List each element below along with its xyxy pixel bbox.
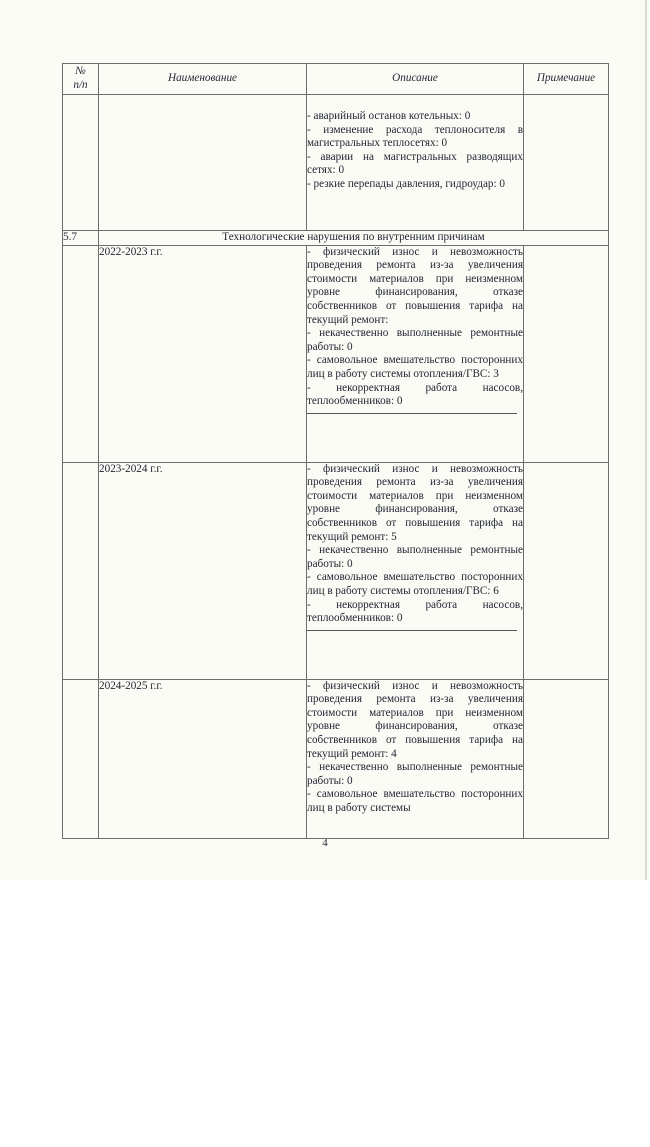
section-number: 5.7 [63,231,99,246]
description-item: - некачественно выполненные ремонтные работы: 0 [307,761,523,787]
description-item: - самовольное вмешательство посторонних лиц в работу системы [307,788,523,814]
col-header-name: Наименование [99,64,307,95]
col-header-num: № п/п [63,64,99,95]
num-cell [63,462,99,679]
description-item: - некачественно выполненные ремонтные работы: 0 [307,327,523,353]
description-item: - некорректная работа насосов, теплообменников: 0 [307,381,523,408]
period-name: 2024-2025 г.г. [99,679,307,838]
section-row [63,231,609,246]
divider-line [307,630,517,631]
table-row-continued [63,95,609,231]
period-name: 2023-2024 г.г. [99,462,307,679]
note-cell [524,245,609,462]
data-table [62,63,609,839]
description-cell [307,95,524,231]
description-item: - резкие перепады давления, гидроудар: 0 [307,177,506,190]
table-header-row [63,64,609,95]
period-name: 2022-2023 г.г. [99,245,307,462]
num-cell [63,245,99,462]
name-cell [99,95,307,231]
col-header-description: Описание [307,64,524,95]
description-item: - изменение расхода теплоносителя в магистральных теплосетях: 0 [307,123,523,150]
description-item: - некорректная работа насосов, теплообменников: 0 [307,598,523,625]
description-item: - самовольное вмешательство посторонних лиц в работу системы отопления/ГВС: 6 [307,571,523,597]
description-item: - физический износ и невозможность проведения ремонта из-за увеличения стоимости материалов при неизменном уровне финансирования, отказе собственников от повышения тарифа на текущий ремонт: 4 [307,679,523,760]
description-item: - аварии на магистральных разводящих сетях: 0 [307,150,523,177]
note-cell [524,462,609,679]
col-header-note: Примечание [524,64,609,95]
page-edge [645,0,647,880]
description-item: - аварийный останов котельных: 0 [307,110,471,122]
note-cell [524,679,609,838]
num-cell [63,679,99,838]
page-number: 4 [322,837,328,849]
table-row [63,679,609,838]
description-cell [307,245,524,462]
description-cell [307,462,524,679]
description-item: - некачественно выполненные ремонтные работы: 0 [307,544,523,570]
table-row [63,245,609,462]
description-item: - физический износ и невозможность проведения ремонта из-за увеличения стоимости материалов при неизменном уровне финансирования, отказе собственников от повышения тарифа на текущий ремонт: 5 [307,462,523,543]
description-item: - физический износ и невозможность проведения ремонта из-за увеличения стоимости материалов при неизменном уровне финансирования, отказе собственников от повышения тарифа на текущий ремонт: [307,245,523,326]
note-cell [524,95,609,231]
description-cell [307,679,524,838]
num-cell [63,95,99,231]
section-title: Технологические нарушения по внутренним причинам [99,231,609,246]
divider-line [307,413,517,414]
table-row [63,462,609,679]
description-item: - самовольное вмешательство посторонних лиц в работу системы отопления/ГВС: 3 [307,354,523,380]
